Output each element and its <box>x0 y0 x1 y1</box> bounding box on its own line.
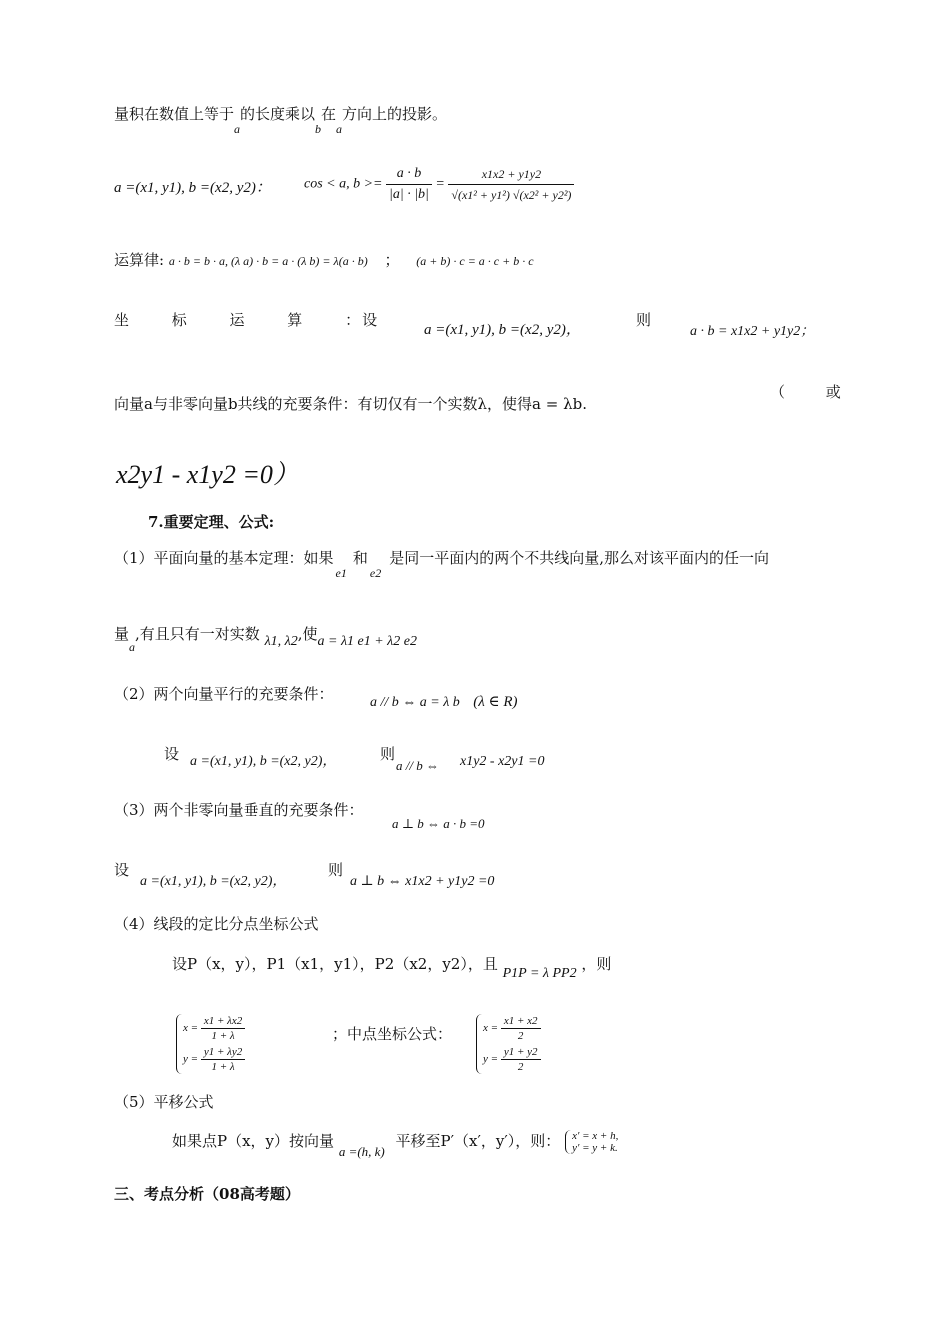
item-3b: 设 <box>114 861 130 879</box>
item-1b-text-2: ,有且只有一对实数 <box>135 625 260 643</box>
mx-den: 2 <box>517 1030 524 1042</box>
var-a: a <box>129 640 136 654</box>
parallel-formula <box>370 692 518 713</box>
collinear-formula: x2y1 - x1y2 =0） <box>116 460 299 489</box>
coord-label: 坐 标 运 算 ：设 <box>114 311 380 329</box>
fraction-1-num: a · b <box>386 164 432 185</box>
fraction-2 <box>448 164 574 205</box>
mx-num: x1 + x2 <box>501 1014 541 1029</box>
translation-system <box>565 1130 618 1154</box>
line-cosine <box>114 176 271 200</box>
item-3b-then: 则 <box>328 861 344 879</box>
item-2 <box>114 684 334 704</box>
item-1-text: （1）平面向量的基本定理：如果 <box>114 549 334 567</box>
item-4b-text: 设P（x，y），P1（x1，y1），P2（x2，y2），且 <box>172 955 498 973</box>
my-den: 2 <box>517 1061 524 1073</box>
item-3: （3）两个非零向量垂直的充要条件： <box>114 801 364 819</box>
division-y <box>183 1045 245 1074</box>
parallel-equiv: a // b ⇔ a = λ b <box>370 695 460 710</box>
var-b: b <box>315 122 322 136</box>
item-1 <box>114 548 769 583</box>
coord-then: 则 <box>636 311 652 329</box>
decomposition-formula: a = λ1 e1 + λ2 e2 <box>317 634 417 649</box>
item-1b-text-3: ,使 <box>297 625 318 643</box>
midpoint-label: ；中点坐标公式： <box>332 1025 453 1043</box>
item-1-and: 和 <box>352 549 368 567</box>
my-lhs: y = <box>483 1053 499 1066</box>
fraction-1 <box>386 164 432 205</box>
y-den: 1 + λ <box>211 1061 235 1073</box>
collinear-or: （ 或 <box>770 383 841 401</box>
vector-def: a =(x1, y1), b =(x2, y2)： <box>114 180 271 196</box>
x-lhs: x = <box>183 1022 199 1035</box>
line-laws <box>114 250 534 271</box>
cos-label: cos < a, b >= <box>304 176 383 192</box>
var-a: a <box>234 122 241 136</box>
translation-y: y′ = y + k. <box>572 1142 618 1154</box>
var-a2: a <box>336 122 343 136</box>
laws-sep: ； <box>384 251 400 269</box>
item-1b-text-1: 量 <box>114 625 130 643</box>
ratio-formula: P1P = λ PP2 <box>502 966 577 981</box>
coord-result: a · b = x1x2 + y1y2； <box>690 324 815 339</box>
item-2b-equiv: a // b ⇔ <box>396 758 439 773</box>
my-frac <box>501 1045 541 1074</box>
equals: = <box>435 176 445 192</box>
item-5: （5）平移公式 <box>114 1093 214 1111</box>
item-2b <box>164 744 179 764</box>
item-3b-def: a =(x1, y1), b =(x2, y2)， <box>140 874 287 889</box>
item-4b <box>172 954 611 984</box>
laws-label: 运算律: <box>114 251 165 269</box>
text-3: 在 <box>321 105 337 123</box>
text-2: 的长度乘以 <box>240 105 316 123</box>
text-4: 方向上的投影。 <box>342 105 448 123</box>
x-den: 1 + λ <box>211 1030 235 1042</box>
law-1: a · b = b · a, (λ a) · b = a · (λ b) = λ(a · b) <box>168 254 368 268</box>
fraction-1-den: |a| · |b| <box>389 187 429 202</box>
text-1: 量积在数值上等于 <box>114 105 235 123</box>
y-lhs: y = <box>183 1053 199 1066</box>
y-num: y1 + λy2 <box>201 1045 245 1060</box>
translation-vector: a =(h, k) <box>338 1144 385 1159</box>
heading-7: 7.重要定理、公式: <box>148 513 275 531</box>
midpoint-x <box>483 1014 541 1043</box>
x-num: x1 + λx2 <box>201 1014 245 1029</box>
x-frac <box>201 1014 245 1043</box>
item-2b-result: x1y2 - x2y1 =0 <box>460 754 545 769</box>
my-num: y1 + y2 <box>501 1045 541 1060</box>
line-projection <box>114 104 447 139</box>
lambda-cond: (λ ∈ R) <box>473 694 518 710</box>
mx-frac <box>501 1014 541 1043</box>
midpoint-system <box>476 1014 541 1074</box>
item-3b-formula: a ⊥ b ⇔ x1x2 + y1y2 =0 <box>350 874 495 889</box>
division-x <box>183 1014 245 1043</box>
item-5b-text-1: 如果点P（x，y）按向量 <box>172 1132 335 1150</box>
mx-lhs: x = <box>483 1022 499 1035</box>
item-2b-then: 则 <box>380 745 396 763</box>
y-frac <box>201 1045 245 1074</box>
fraction-2-den: √(x1² + y1²) √(x2² + y2²) <box>451 188 572 202</box>
section-3-heading: 三、考点分析（08高考题） <box>114 1185 300 1203</box>
line-collinear: 向量a与非零向量b共线的充要条件：有切仅有一个实数λ，使得a = λb. <box>114 395 587 413</box>
item-1-rest: 是同一平面内的两个不共线向量,那么对该平面内的任一向 <box>389 549 769 567</box>
division-formula <box>176 1014 245 1074</box>
item-1b <box>114 624 417 657</box>
item-4b-then: ，则 <box>581 955 612 973</box>
var-e2: e2 <box>369 566 382 580</box>
division-system <box>176 1014 245 1074</box>
cosine-formula <box>304 164 574 205</box>
item-5b <box>172 1130 618 1162</box>
item-4: （4）线段的定比分点坐标公式 <box>114 915 319 933</box>
item-2b-def: a =(x1, y1), b =(x2, y2)， <box>190 754 337 769</box>
fraction-2-num: x1x2 + y1y2 <box>448 164 574 185</box>
item-5b-text-2: 平移至P′（x′，y′），则： <box>395 1132 561 1150</box>
coord-def: a =(x1, y1), b =(x2, y2)， <box>424 322 581 338</box>
item-2b-text: 设 <box>164 745 180 763</box>
item-2-text: （2）两个向量平行的充要条件： <box>114 685 334 703</box>
law-2: (a + b) · c = a · c + b · c <box>416 254 534 268</box>
perpendicular-formula: a ⊥ b ⇔ a · b =0 <box>392 816 485 831</box>
lambda-pair: λ1, λ2 <box>264 634 298 649</box>
var-e1: e1 <box>335 566 347 580</box>
midpoint-y <box>483 1045 541 1074</box>
midpoint-formula <box>476 1014 541 1074</box>
translation-x: x′ = x + h, <box>572 1130 619 1142</box>
